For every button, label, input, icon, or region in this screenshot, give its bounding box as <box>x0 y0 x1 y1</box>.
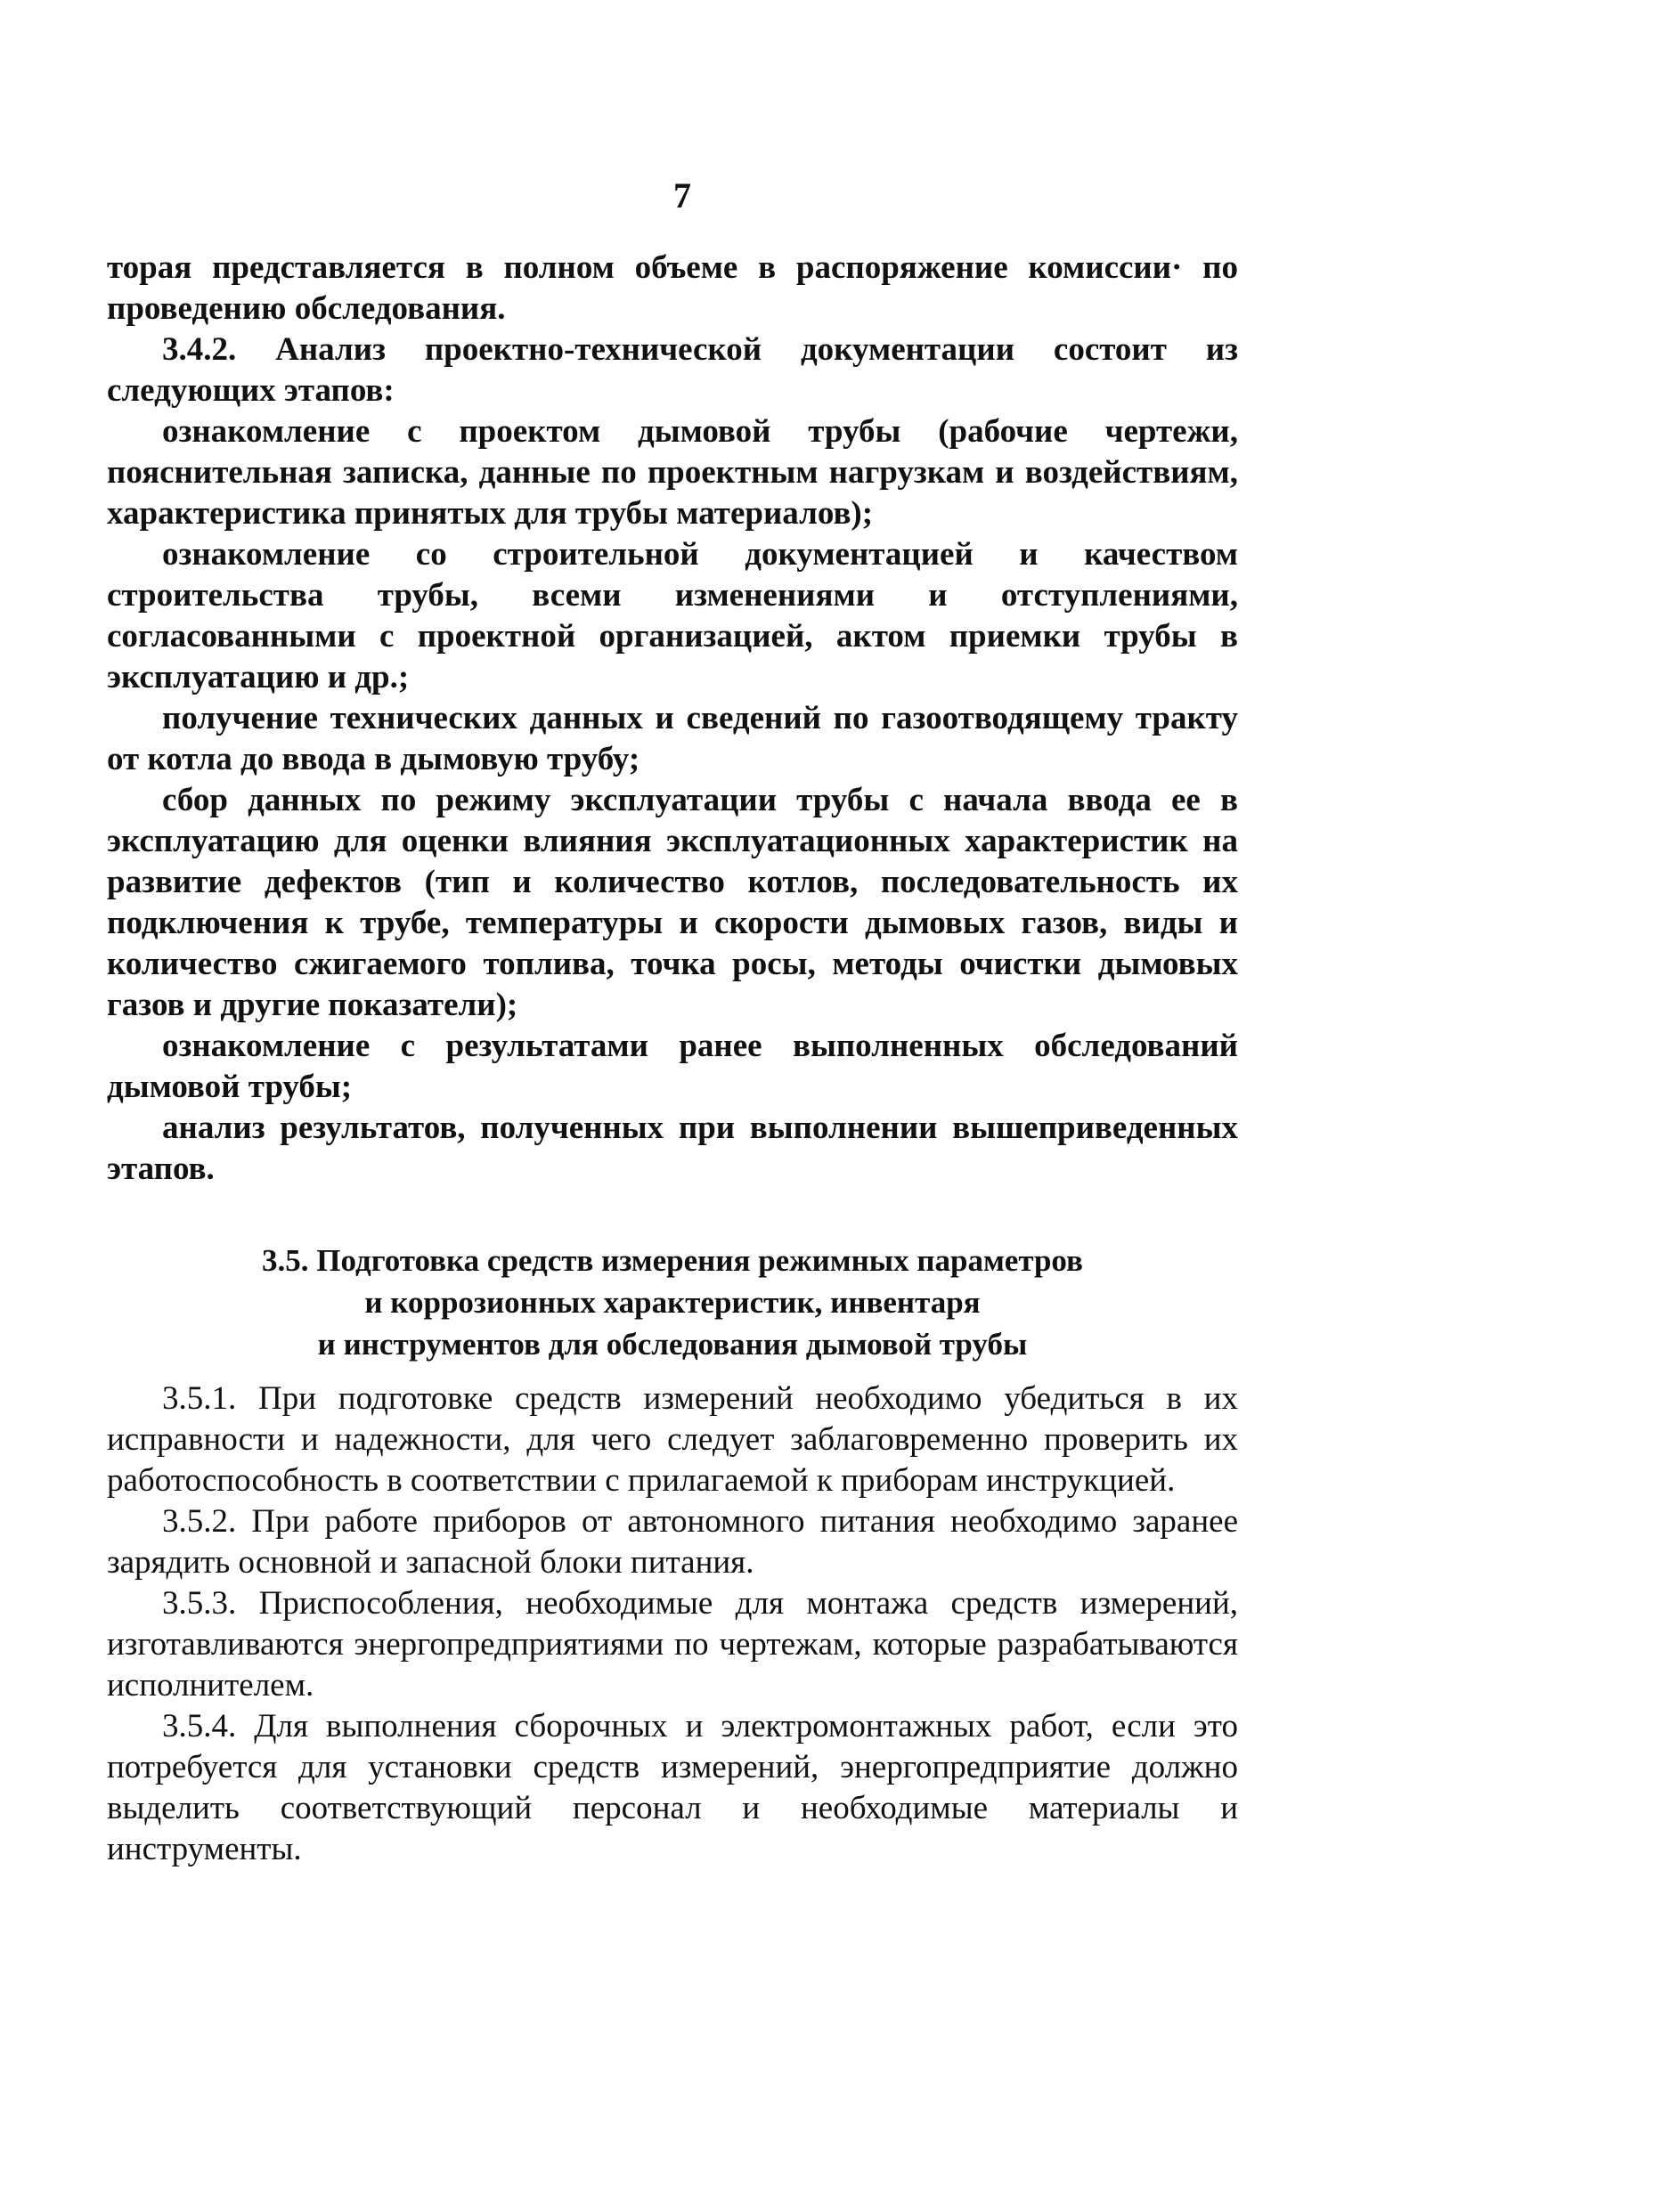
heading-line-2: и коррозионных характеристик, инвентаря <box>364 1285 981 1320</box>
section-3-4-text <box>107 248 1238 1190</box>
section-3-5-heading <box>107 1240 1238 1365</box>
paragraph-3-5-2: 3.5.2. При работе приборов от автономного питания необходимо заранее зарядить основной и запасной блоки питания. <box>107 1503 1238 1581</box>
list-item-results-analysis: анализ результатов, полученных при выполнении вышеприведенных этапов. <box>107 1110 1238 1187</box>
heading-line-1: 3.5. Подготовка средств измерения режимных параметров <box>262 1243 1083 1278</box>
list-item-gas-duct-data: получение технических данных и сведений по газоотводящему тракту от котла до ввода в дымовую трубу; <box>107 700 1238 777</box>
paragraph-3-5-3: 3.5.3. Приспособления, необходимые для монтажа средств измерений, изготавливаются энергопредприятиями по чертежам, которые разрабатываются исполнителем. <box>107 1585 1238 1704</box>
heading-line-3: и инструментов для обследования дымовой трубы <box>317 1327 1028 1362</box>
paragraph-3-5-1: 3.5.1. При подготовке средств измерений необходимо убедиться в их исправности и надежности, для чего следует заблаговременно проверить их работоспособность в соответствии с прилагаемой к приборам инструкцией. <box>107 1380 1238 1499</box>
section-3-5-text <box>107 1378 1238 1870</box>
list-item-operation-data: сбор данных по режиму эксплуатации трубы с начала ввода ее в эксплуатацию для оценки влияния эксплуатационных характеристик на развитие дефектов (тип и количество котлов, последовательность их подключения к трубе, температуры и скорости дымовых газов, виды и количество сжигаемого топлива, точка росы, методы очистки дымовых газов и другие показатели); <box>107 782 1238 1023</box>
paragraph-3-4-2: 3.4.2. Анализ проектно-технической документации состоит из следующих этапов: <box>107 331 1238 409</box>
list-item-project-review: ознакомление с проектом дымовой трубы (рабочие чертежи, пояснительная записка, данные по проектным нагрузкам и воздействиям, характеристика принятых для трубы материалов); <box>107 413 1238 532</box>
paragraph-continuation: торая представляется в полном объеме в распоряжение комиссии· по проведению обследования. <box>107 249 1238 327</box>
list-item-construction-docs: ознакомление со строительной документацией и качеством строительства трубы, всеми изменениями и отступлениями, согласованными с проектной организацией, актом приемки трубы в эксплуатацию и др.; <box>107 536 1238 695</box>
list-item-previous-surveys: ознакомление с результатами ранее выполненных обследований дымовой трубы; <box>107 1028 1238 1105</box>
page-number: 7 <box>673 175 691 216</box>
paragraph-3-5-4: 3.5.4. Для выполнения сборочных и электромонтажных работ, если это потребуется для установки средств измерений, энергопредприятие должно выделить соответствующий персонал и необходимые материалы и инструменты. <box>107 1708 1238 1867</box>
